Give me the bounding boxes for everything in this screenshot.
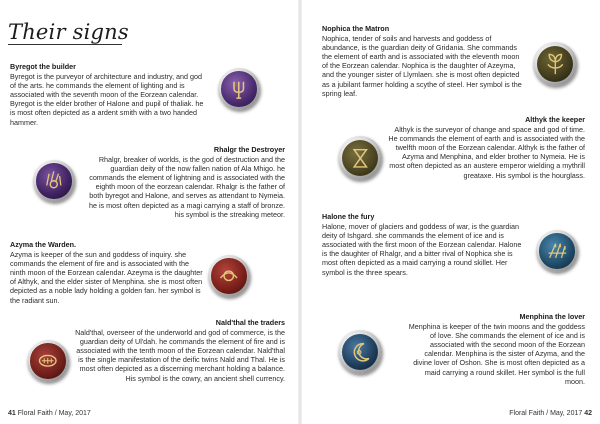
entry-text: Halone, mover of glaciers and goddess of war, is the guardian deity of Ishgard. she commands the element of ice and is associated with the first moon of the Eorzean calendar. Halone is the daughter of Rhalgr, and a bitter rival of Nophica she is most often depicted as a maid carrying a round skillet. Her symbol is the three spears. bbox=[322, 222, 522, 277]
leaf-icon bbox=[543, 52, 568, 77]
page-title: Their signs bbox=[8, 20, 129, 44]
footer-left bbox=[8, 410, 91, 417]
footer-right bbox=[509, 410, 592, 417]
page-number-right: 42 bbox=[584, 410, 592, 417]
moon-icon bbox=[348, 340, 373, 365]
meteor-icon bbox=[42, 169, 66, 193]
medal-nophica bbox=[533, 42, 577, 86]
medal-rhalgr bbox=[33, 160, 75, 202]
footer-text-left: Floral Faith / May, 2017 bbox=[17, 410, 91, 417]
cowry-icon bbox=[36, 349, 60, 373]
medal-menphina bbox=[338, 330, 382, 374]
entry-text: Nald'thal, overseer of the underworld and god of commerce, is the guardian deity of Ul'dah. he commands the element of fire and is associated with the tenth moon of the Eorzean calendar. Nald'thal is the single manifestation of the deific twins Nald and Thal. He is most often depicted as a discerning merchant holding a balance. His symbol is the cowry, an ancient shell currency. bbox=[75, 328, 285, 383]
medal-azyma bbox=[208, 255, 250, 297]
entry-byregot bbox=[10, 62, 210, 127]
page-number-left: 41 bbox=[8, 410, 16, 417]
hammer-icon bbox=[227, 77, 251, 101]
entry-text: Byregot is the purveyor of architecture and industry, and god of the arts. he commands the element of lighting and is associated with the seventh moon of the Eorzean calendar. Byregot is the elder brother of Halone and pupil of thaliak. he is most often depicted as a ardent smith with a two handed hammer. bbox=[10, 72, 204, 127]
entry-name: Menphina the lover bbox=[519, 312, 585, 321]
page-gutter bbox=[298, 0, 302, 424]
entry-naldthal bbox=[70, 318, 285, 383]
entry-azyma bbox=[10, 240, 205, 305]
hourglass-icon bbox=[348, 146, 373, 171]
entry-name: Nophica the Matron bbox=[322, 24, 390, 33]
entry-althyk bbox=[385, 115, 585, 180]
sun-icon bbox=[217, 264, 241, 288]
entry-name: Althyk the keeper bbox=[525, 115, 585, 124]
medal-althyk bbox=[338, 136, 382, 180]
medal-naldthal bbox=[27, 340, 69, 382]
entry-name: Azyma the Warden. bbox=[10, 240, 77, 249]
entry-name: Byregot the builder bbox=[10, 62, 76, 71]
footer-text-right: Floral Faith / May, 2017 bbox=[509, 410, 583, 417]
entry-text: Nophica, tender of soils and harvests and goddess of abundance, is the guardian deity of Gridania. She commands the element of earth and is associated with the eleventh moon of the Eorzean calendar. Nophica is the daughter of Azeyma, and the younger sister of Llymlaen. she is most often depicted as a jubilant farmer holding a scythe of steel. Her symbol is the spring leaf. bbox=[322, 34, 522, 98]
medal-byregot bbox=[218, 68, 260, 110]
entry-text: Azyma is keeper of the sun and goddess of inquiry. she commands the element of fire and is associated with the ninth moon of the Eorzean calendar. Azeyma is the daughter of Althyk, and the elder sister of Menphina. she is most often depicted as a noble lady holding a golden fan. her symbol is the radiant sun. bbox=[10, 250, 203, 305]
title-underline bbox=[8, 44, 122, 45]
entry-rhalgr bbox=[80, 145, 285, 219]
entry-name: Nald'thal the traders bbox=[215, 318, 285, 327]
entry-text: Althyk is the surveyor of change and space and god of time. He commands the element of earth and is associated with the twelfth moon of the Eorzean calendar. Althyk is the father of Azyma and Menphina, and elder brother to Nymeia. He is most often depicted as an austere emperor wielding a mythrill greataxe. His symbol is the hourglass. bbox=[388, 125, 585, 180]
entry-halone bbox=[322, 212, 522, 277]
entry-name: Halone the fury bbox=[322, 212, 375, 221]
medal-halone bbox=[536, 230, 578, 272]
entry-nophica bbox=[322, 24, 522, 98]
entry-menphina bbox=[405, 312, 585, 386]
entry-text: Rhalgr, breaker of worlds, is the god of destruction and the guardian deity of the now fallen nation of Ala Mhigo. he commands the element of lightning and is associated with the eighth moon of the eorzean calendar. Rhalgr is the father of both byregot and Halone, and serves as attendant to Nymeia. he is most often depicted as a magi carrying a staff of bronze. his symbol is the streaking meteor. bbox=[88, 155, 285, 219]
entry-text: Menphina is keeper of the twin moons and the goddess of love. She commands the element of ice and is associated with the second moon of the Eorzean calendar. Menphina is the sister of Azyma, and the divine lover of Oshon. She is most often depicted as a maid carrying a round skillet. Her symbol is the full moon. bbox=[408, 322, 585, 386]
entry-name: Rhalgr the Destroyer bbox=[213, 145, 285, 154]
spears-icon bbox=[545, 239, 569, 263]
